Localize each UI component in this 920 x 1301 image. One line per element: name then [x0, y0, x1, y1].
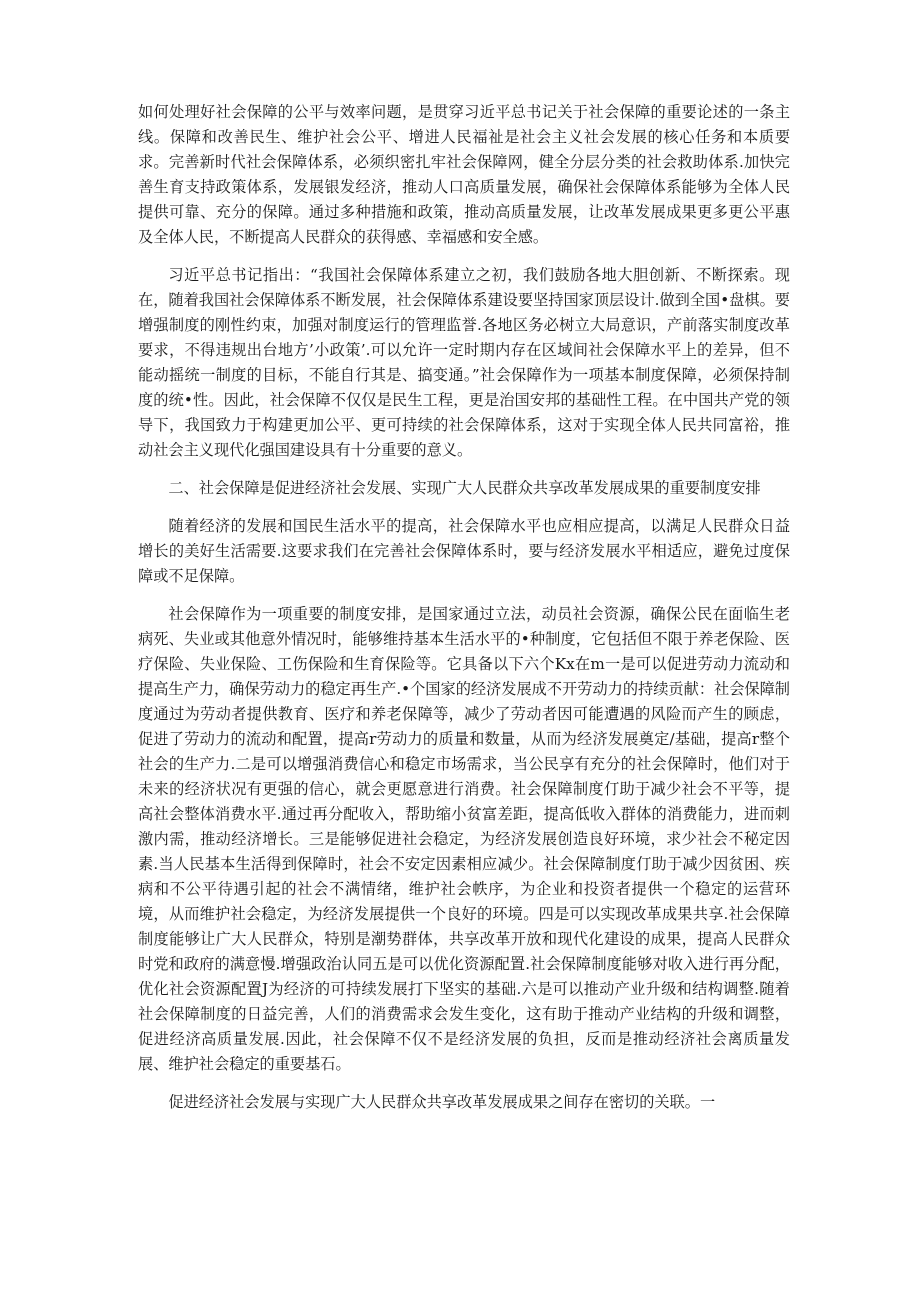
paragraph-quote: 习近平总书记指出：“我国社会保障体系建立之初，我们鼓励各地大胆创新、不断探索。现在，随着我国社会保障体系不断发展，社会保障体系建设要坚持国家顶层设计.做到全国•盘棋。要增强制度的刚性约束，加强对制度运行的管理监誉.各地区务必树立大局意识，产前落实制度改革要求，不得违规出台地方’小政策’.可以允许一定时期内存在区域间社会保障水平上的差异，但不能动摇统一制度的目标，不能自行其是、搞变通。”社会保障作为一项基本制度保障，必须保持制度的统•性。因此，社会保障不仅仅是民生工程，更是治国安邦的基础性工程。在中国共产党的领导下，我国致力于构建更加公平、更可持续的社会保障体系，这对于实现全体人民共同富裕，推动社会主义现代化强国建设具有十分重要的意义。 — [138, 266, 790, 459]
section-heading: 二、社会保障是促进经济社会发展、实现广大人民群众共享改革发展成果的重要制度安排 — [168, 479, 761, 497]
paragraph-six-roles: 社会保障作为一项重要的制度安排，是国家通过立法，动员社会资源，确保公民在面临生老病死、失业或其他意外情况时，能够维持基本生活水平的•种制度，它包括但不限于养老保险、医疗保险、失业保险、工伤保险和生育保险等。它具备以下六个Kx在m一是可以促进劳动力流动和提高生产力，确保劳动力的稳定再生产.•个国家的经济发展成不开劳动力的持续贡献：社会保障制度通过为劳动者提供教育、医疗和养老保障等，减少了劳动者因可能遭遇的风险而产生的顾虑，促进了劳动力的流动和配置，提高r劳动力的质量和数量，从而为经济发展奠定/基础，提高r整个社会的生产力.二是可以增强消费信心和稳定市场需求，当公民享有充分的社会保障时，他们对于未来的经济状况有更强的信心，就会更愿意进行消费。社会保障制度仃助于减少社会不平等，提高社会整体消费水平.通过再分配收入，帮助缩小贫富差距，提高低收入群体的消费能力，进而刺激内需，推动经济增长。三是能够促进社会稳定，为经济发展创造良好环境，求少社会不秘定因素.当人民基本生活得到保障时，社会不安定因素相应减少。社会保障制度仃助于减少因贫困、疾病和不公平待遇引起的社会不满情绪，维护社会帙序，为企业和投资者提供一个稳定的运营环境，从而维护社会稳定，为经济发展提供一个良好的环境。四是可以实现改革成果共享.社会保障制度能够让广大人民群众，特别是潮势群体，共享改革开放和现代化建设的成果，提高人民群众时党和政府的满意慢.增强政治认同五是可以优化资源配置.社会保障制度能够对收入进行再分配，优化社会资源配置J为经济的可持续发展打下坚实的基础.六是可以推动产业升级和结构调整.随着社会保障制度的日益完善，人们的消费需求会发生变化，这有助于推动产业结构的升级和调整，促进经济高质量发展.因此，社会保障不仅不是经济发展的负担，反而是推动经济社会离质量发展、维护社会稳定的重要基石。 — [138, 605, 790, 1073]
document-body — [138, 100, 790, 1115]
paragraph-intro: 如何处理好社会保障的公平与效率问题，是贯穿习近平总书记关于社会保障的重要论述的一条主线。保障和改善民生、维护社会公平、增进人民福祉是社会主义社会发展的核心任务和本质要求。完善新时代社会保障体系，必须织密扎牢社会保障网，健全分层分类的社会救助体系.加快完善生育支持政策体系，发展银发经济，推动人口高质量发展，确保社会保障体系能够为全体人民提供可靠、充分的保障。通过多种措施和政策，推动高质量发展，让改革发展成果更多更公平惠及全体人民，不断提高人民群众的获得感、幸福感和安全感。 — [138, 103, 790, 246]
paragraph-development: 随着经济的发展和国民生活水平的提高，社会保障水平也应相应提高，以满足人民群众日益增长的美好生活需要.这要求我们在完善社会保障体系时，要与经济发展水平相适应，避免过度保障或不足保障。 — [138, 517, 790, 585]
paragraph-relation: 促进经济社会发展与实现广大人民群众共享改革发展成果之间存在密切的关联。一 — [168, 1093, 716, 1111]
